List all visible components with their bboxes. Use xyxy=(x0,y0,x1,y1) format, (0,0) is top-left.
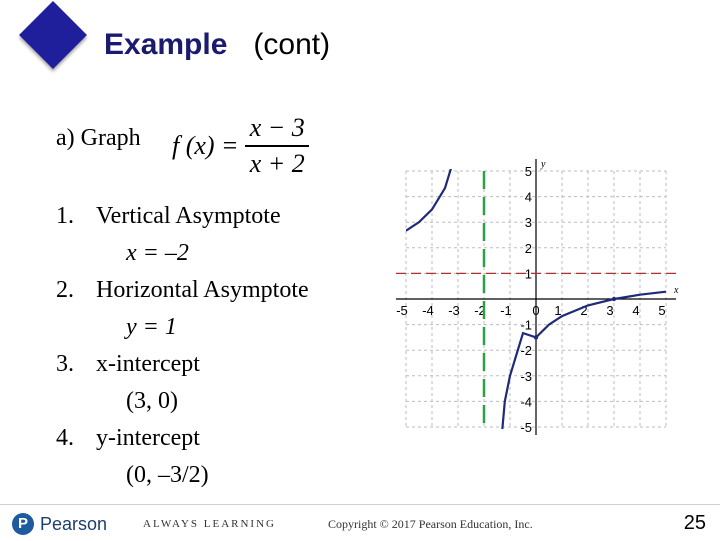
curve-branch xyxy=(406,0,466,231)
y-tick-label: -2 xyxy=(520,343,532,359)
tagline: ALWAYS LEARNING xyxy=(143,518,276,530)
y-tick-label: 5 xyxy=(524,164,532,179)
y-axis-label: y xyxy=(541,159,546,170)
y-tick-label: -3 xyxy=(520,368,532,384)
steps-list xyxy=(56,198,309,494)
copyright: Copyright © 2017 Pearson Education, Inc. xyxy=(328,517,533,531)
numerator: x − 3 xyxy=(249,113,305,142)
pearson-logo-icon: P xyxy=(12,513,34,535)
step-row xyxy=(56,346,309,383)
function-name: f (x) xyxy=(172,131,215,160)
step-row xyxy=(56,420,309,457)
x-tick-label: 3 xyxy=(606,303,614,318)
y-tick-label: -1 xyxy=(520,317,532,333)
x-tick-label: 4 xyxy=(632,303,640,318)
step-label: x-intercept xyxy=(96,351,200,377)
denominator: x + 2 xyxy=(249,149,305,178)
step-value: y = 1 xyxy=(126,314,177,340)
step-number: 4. xyxy=(56,425,74,451)
y-tick-label: 4 xyxy=(524,189,532,205)
problem-prefix: a) Graph xyxy=(56,125,141,151)
step-number: 3. xyxy=(56,351,74,377)
step-row xyxy=(56,198,309,235)
x-tick-label: -3 xyxy=(448,303,460,318)
x-tick-label: 5 xyxy=(658,303,666,318)
step-row xyxy=(56,272,309,309)
y-tick-label: 3 xyxy=(524,215,532,231)
title-diamond-icon xyxy=(19,1,87,69)
x-tick-label: 2 xyxy=(580,303,588,318)
function-graph xyxy=(398,148,690,433)
y-tick-label: 2 xyxy=(524,240,532,256)
step-label: Horizontal Asymptote xyxy=(96,277,309,303)
step-label: y-intercept xyxy=(96,425,200,451)
y-tick-label: -5 xyxy=(520,420,532,435)
y-tick-label: -4 xyxy=(520,394,532,410)
step-label: Vertical Asymptote xyxy=(96,203,281,229)
slide-title xyxy=(104,28,330,62)
intercept-point xyxy=(612,297,616,301)
x-axis-label: x xyxy=(674,285,679,296)
intercept-point xyxy=(534,335,538,339)
step-value: (0, –3/2) xyxy=(126,462,209,488)
step-value: (3, 0) xyxy=(126,388,178,414)
step-value: x = –2 xyxy=(126,240,189,266)
x-tick-label: -2 xyxy=(474,303,486,318)
x-tick-label: -5 xyxy=(396,303,408,318)
fraction xyxy=(245,113,309,179)
fraction-bar xyxy=(245,145,309,147)
x-tick-label: 0 xyxy=(532,303,540,318)
y-tick-label: 1 xyxy=(524,266,532,282)
x-tick-label: -1 xyxy=(500,303,512,318)
title-subtitle: (cont) xyxy=(253,28,331,61)
title-main: Example xyxy=(104,28,228,61)
x-tick-label: -4 xyxy=(422,303,434,318)
page-number: 25 xyxy=(683,512,706,534)
step-number: 2. xyxy=(56,277,74,303)
footer-bar xyxy=(0,504,720,541)
equals-sign: = xyxy=(222,131,238,160)
function-expression xyxy=(172,113,309,179)
x-tick-label: 1 xyxy=(554,303,562,318)
pearson-brand: Pearson xyxy=(40,514,108,534)
step-number: 1. xyxy=(56,203,74,229)
